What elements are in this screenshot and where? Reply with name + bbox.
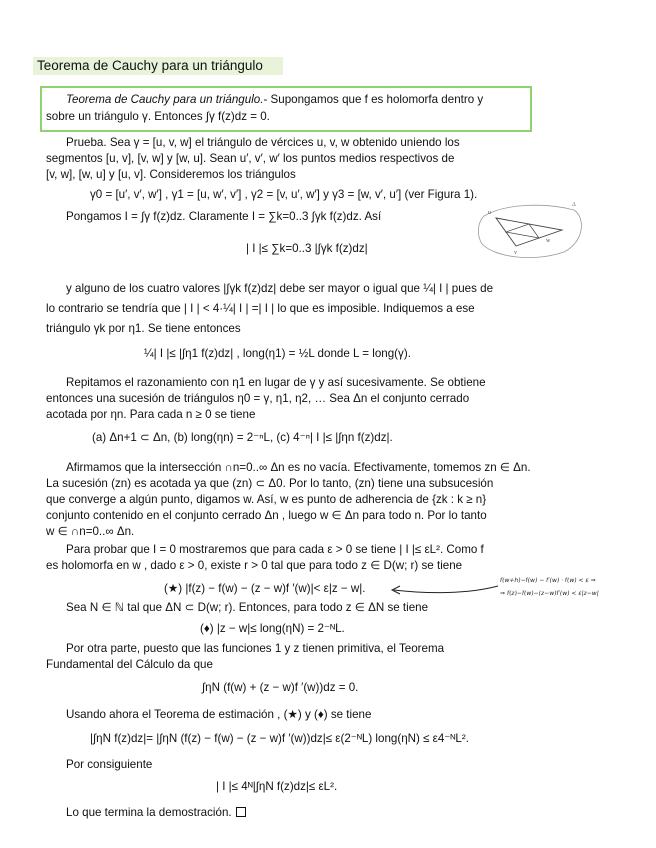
- proof-conclusion-text: Lo que termina la demostración.: [66, 806, 232, 819]
- proof-line: [v, w], [w, u] y [u, v]. Consideremos los triángulos: [46, 168, 296, 181]
- proof-line: y alguno de los cuatro valores |∫γk f(z)dz| debe ser mayor o igual que ¼| I | pues de: [66, 282, 494, 295]
- theorem-line-1: [66, 92, 483, 107]
- proof-line: Pongamos I = ∫γ f(z)dz. Claramente I = ∑k=0..3 ∫γk f(z)dz. Así: [66, 210, 382, 223]
- theorem-line-1-rest: - Supongamos que f es holomorfa dentro y: [263, 93, 484, 106]
- svg-text:w: w: [546, 238, 551, 244]
- theorem-lead: Teorema de Cauchy para un triángulo.: [66, 93, 264, 106]
- triangles-line: γ0 = [u′, v′, w′] , γ1 = [u, w′, v′] , γ2 = [v, u′, w′] y γ3 = [w, v′, u′] (ver Figura 1).: [90, 188, 478, 201]
- proof-line: segmentos [u, v], [v, w] y [w, u]. Sean u′, v′, w′ los puntos medios respectivos de: [46, 152, 455, 165]
- proof-line: Sea N ∈ ℕ tal que ΔN ⊂ D(w; r). Entonces, para todo z ∈ ΔN se tiene: [66, 601, 429, 614]
- section-title: Teorema de Cauchy para un triángulo: [37, 58, 263, 73]
- estimation-line: |∫ηN f(z)dz|= |∫ηN (f(z) − f(w) − (z − w)f ′(w))dz|≤ ε(2⁻ᴺL) long(ηN) ≤ ε4⁻ᴺL².: [90, 732, 469, 745]
- proof-line: entonces una sucesión de triángulos η0 = γ, η1, η2, … Sea Δn el conjunto cerrado: [46, 392, 470, 405]
- proof-line: La sucesión (zn) es acotada ya que (zn) ⊂ Δ0. Por lo tanto, (zn) tiene una subsucesión: [46, 477, 494, 490]
- star-inequality: (★) |f(z) − f(w) − (z − w)f ′(w)|< ε|z − w|.: [164, 582, 366, 595]
- proof-line: Para probar que I = 0 mostraremos que para cada ε > 0 se tiene | I |≤ εL². Como f: [66, 543, 484, 556]
- proof-conclusion: [66, 805, 246, 820]
- svg-text:u: u: [488, 210, 491, 216]
- figure-1-sketch: [474, 196, 590, 262]
- svg-text:Δ: Δ: [572, 202, 576, 208]
- theorem-line-2: sobre un triángulo γ. Entonces ∫γ f(z)dz = 0.: [46, 110, 270, 123]
- primitive-integral: ∫ηN (f(w) + (z − w)f ′(w))dz = 0.: [202, 681, 359, 694]
- handwritten-note: [500, 574, 648, 614]
- handwritten-arrow: [388, 582, 500, 596]
- proof-line: Por otra parte, puesto que las funciones 1 y z tienen primitiva, el Teorema: [66, 642, 445, 655]
- proof-line: w ∈ ∩n=0..∞ Δn.: [46, 525, 135, 538]
- proof-line: triángulo γk por η1. Se tiene entonces: [46, 322, 241, 335]
- proof-line: Prueba. Sea γ = [u, v, w] el triángulo de vércices u, v, w obtenido uniendo los: [66, 136, 460, 149]
- proof-line: es holomorfa en w , dado ε > 0, existe r > 0 tal que para todo z ∈ D(w; r) se tiene: [46, 559, 463, 572]
- proof-line: Fundamental del Cálculo da que: [46, 658, 213, 671]
- final-inequality: | I |≤ 4ᴺ|∫ηN f(z)dz|≤ εL².: [216, 780, 338, 793]
- proof-line: Usando ahora el Teorema de estimación , (★) y (♦) se tiene: [66, 708, 372, 721]
- handwritten-note-line-1: f(w+h)−f(w) − f′(w) · f(w) < ε ⇒: [499, 577, 597, 584]
- handwritten-note-line-2: ⇒ f(z)−f(w)−(z−w)f′(w) < ε|z−w|: [499, 590, 600, 597]
- properties-line: (a) Δn+1 ⊂ Δn, (b) long(ηn) = 2⁻ⁿL, (c) 4⁻ⁿ| I |≤ |∫ηn f(z)dz|.: [92, 431, 393, 444]
- proof-line: lo contrario se tendría que | I | < 4·¼| I | =| I | lo que es imposible. Indiquemos a ese: [46, 302, 475, 315]
- proof-line: Repitamos el razonamiento con η1 en lugar de γ y así sucesivamente. Se obtiene: [66, 376, 486, 389]
- qed-square-icon: [236, 807, 246, 817]
- proof-line: Afirmamos que la intersección ∩n=0..∞ Δn es no vacía. Efectivamente, tomemos zn ∈ Δn.: [66, 461, 531, 474]
- diamond-inequality: (♦) |z − w|≤ long(ηN) = 2⁻ᴺL.: [200, 622, 345, 635]
- proof-line: conjunto contenido en el conjunto cerrado Δn , luego w ∈ Δn para todo n. Por lo tanto: [46, 509, 487, 522]
- svg-text:v: v: [514, 250, 517, 256]
- proof-line: que converge a algún punto, digamos w. Así, w es punto de adherencia de {zk : k ≥ n}: [46, 493, 487, 506]
- proof-line: Por consiguiente: [66, 758, 153, 771]
- proof-line: acotada por ηn. Para cada n ≥ 0 se tiene: [46, 408, 256, 421]
- sum-inequality: | I |≤ ∑k=0..3 |∫γk f(z)dz|: [246, 242, 368, 255]
- eta1-inequality: ¼| I |≤ |∫η1 f(z)dz| , long(η1) = ½L donde L = long(γ).: [144, 347, 411, 360]
